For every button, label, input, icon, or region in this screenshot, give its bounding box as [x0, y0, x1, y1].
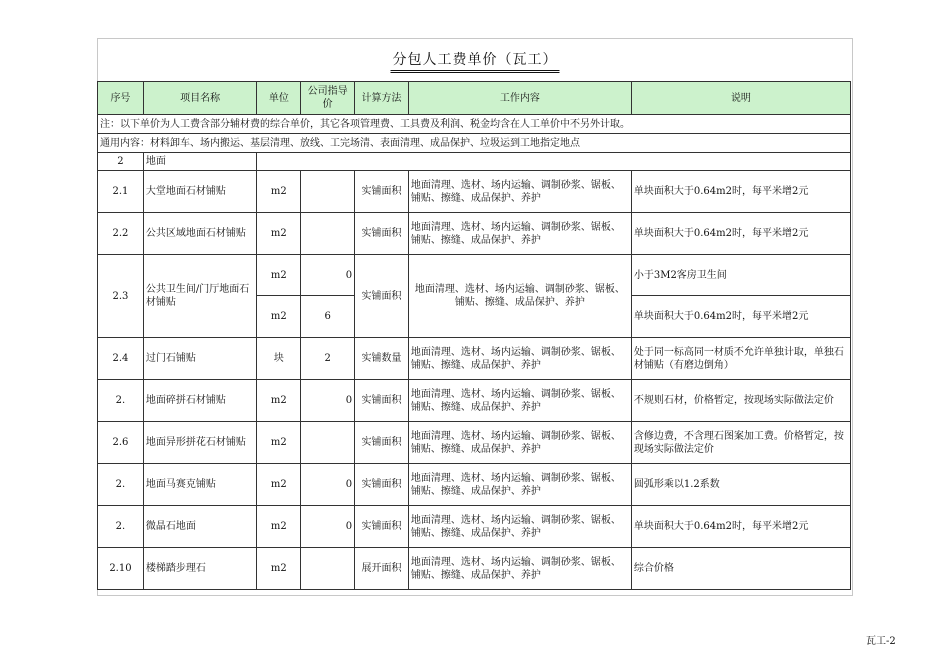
row-price: 2	[301, 338, 355, 380]
row-unit: m2	[257, 380, 301, 422]
notice-row	[98, 115, 851, 134]
table-row	[98, 548, 851, 590]
spreadsheet-page	[97, 38, 853, 596]
row-method: 实铺面积	[355, 255, 409, 338]
row-work: 地面清理、选材、场内运输、调制砂浆、锯板、铺贴、擦缝、成品保护、养护	[408, 548, 631, 590]
table-row	[98, 380, 851, 422]
table-row	[98, 213, 851, 255]
row-method: 实铺面积	[355, 380, 409, 422]
row-seq: 2.	[98, 464, 144, 506]
row-unit: m2	[257, 213, 301, 255]
notice-2: 通用内容：材料卸车、场内搬运、基层清理、放线、工完场清、表面清理、成品保护、垃圾运到工地指定地点	[98, 134, 851, 153]
row-price	[301, 213, 355, 255]
row-unit: 块	[257, 338, 301, 380]
page-footer: 瓦工-2	[866, 636, 896, 647]
table-row	[98, 464, 851, 506]
row-seq: 2.10	[98, 548, 144, 590]
row-note: 含修边费，不含理石图案加工费。价格暂定，按现场实际做法定价	[631, 422, 850, 464]
header-note: 说明	[631, 82, 850, 115]
table-row	[98, 506, 851, 548]
table-row	[98, 171, 851, 213]
row-name: 楼梯踏步理石	[143, 548, 257, 590]
row-name: 公共卫生间/门厅地面石材铺贴	[143, 255, 257, 338]
row-name: 地面异形拼花石材铺贴	[143, 422, 257, 464]
row-work: 地面清理、选材、场内运输、调制砂浆、锯板、铺贴、擦缝、成品保护、养护	[408, 213, 631, 255]
row-price	[301, 422, 355, 464]
row-unit: m2	[257, 255, 301, 296]
row-seq: 2.	[98, 380, 144, 422]
row-name: 大堂地面石材铺贴	[143, 171, 257, 213]
row-method: 实铺面积	[355, 506, 409, 548]
row-unit: m2	[257, 296, 301, 338]
row-work: 地面清理、选材、场内运输、调制砂浆、锯板、铺贴、擦缝、成品保护、养护	[408, 380, 631, 422]
row-seq: 2.	[98, 506, 144, 548]
row-note: 小于3M2客房卫生间	[631, 255, 850, 296]
notice-1: 注：以下单价为人工费含部分辅材费的综合单价，其它各项管理费、工具费及利润、税金均含在人工单价中不另外计取。	[98, 115, 851, 134]
section-seq: 2	[98, 153, 144, 171]
row-note: 单块面积大于0.64m2时，每平米增2元	[631, 213, 850, 255]
row-method: 实铺面积	[355, 171, 409, 213]
row-work: 地面清理、选材、场内运输、调制砂浆、锯板、铺贴、擦缝、成品保护、养护	[408, 506, 631, 548]
row-method: 实铺面积	[355, 422, 409, 464]
row-price	[301, 171, 355, 213]
row-work: 地面清理、选材、场内运输、调制砂浆、锯板、铺贴、擦缝、成品保护、养护	[408, 338, 631, 380]
row-name: 过门石铺贴	[143, 338, 257, 380]
header-work: 工作内容	[408, 82, 631, 115]
title-area	[98, 39, 852, 81]
row-note: 圆弧形乘以1.2系数	[631, 464, 850, 506]
row-note: 单块面积大于0.64m2时，每平米增2元	[631, 171, 850, 213]
header-price: 公司指导价	[301, 82, 355, 115]
row-name: 地面马赛克铺贴	[143, 464, 257, 506]
row-unit: m2	[257, 548, 301, 590]
row-note: 单块面积大于0.64m2时，每平米增2元	[631, 296, 850, 338]
row-unit: m2	[257, 464, 301, 506]
row-work: 地面清理、选材、场内运输、调制砂浆、锯板、铺贴、擦缝、成品保护、养护	[408, 464, 631, 506]
row-work: 地面清理、选材、场内运输、调制砂浆、锯板、铺贴、擦缝、成品保护、养护	[408, 171, 631, 213]
row-note: 处于同一标高同一材质不允许单独计取，单独石材铺贴（有磨边倒角）	[631, 338, 850, 380]
header-row	[98, 82, 851, 115]
header-unit: 单位	[257, 82, 301, 115]
header-method: 计算方法	[355, 82, 409, 115]
row-price: 0	[301, 380, 355, 422]
row-seq: 2.3	[98, 255, 144, 338]
section-row	[98, 153, 851, 171]
row-price: 0	[301, 255, 355, 296]
row-method: 实铺面积	[355, 213, 409, 255]
row-name: 微晶石地面	[143, 506, 257, 548]
table-row	[98, 255, 851, 296]
price-table	[97, 81, 851, 590]
table-row	[98, 422, 851, 464]
row-seq: 2.2	[98, 213, 144, 255]
page-title: 分包人工费单价（瓦工）	[391, 49, 560, 73]
notice-row	[98, 134, 851, 153]
row-note: 综合价格	[631, 548, 850, 590]
table-row	[98, 338, 851, 380]
row-method: 展开面积	[355, 548, 409, 590]
header-name: 项目名称	[143, 82, 257, 115]
row-name: 地面碎拼石材铺贴	[143, 380, 257, 422]
row-price: 0	[301, 464, 355, 506]
header-seq: 序号	[98, 82, 144, 115]
row-unit: m2	[257, 171, 301, 213]
row-work: 地面清理、选材、场内运输、调制砂浆、锯板、铺贴、擦缝、成品保护、养护	[408, 422, 631, 464]
row-method: 实铺数量	[355, 338, 409, 380]
section-name: 地面	[143, 153, 257, 171]
row-name: 公共区域地面石材铺贴	[143, 213, 257, 255]
row-work: 地面清理、选材、场内运输、调制砂浆、锯板、铺贴、擦缝、成品保护、养护	[408, 255, 631, 338]
row-seq: 2.1	[98, 171, 144, 213]
row-unit: m2	[257, 506, 301, 548]
row-price: 6	[301, 296, 355, 338]
row-unit: m2	[257, 422, 301, 464]
row-method: 实铺面积	[355, 464, 409, 506]
row-price	[301, 548, 355, 590]
row-seq: 2.4	[98, 338, 144, 380]
row-price: 0	[301, 506, 355, 548]
row-note: 不规则石材，价格暂定，按现场实际做法定价	[631, 380, 850, 422]
row-note: 单块面积大于0.64m2时，每平米增2元	[631, 506, 850, 548]
row-seq: 2.6	[98, 422, 144, 464]
